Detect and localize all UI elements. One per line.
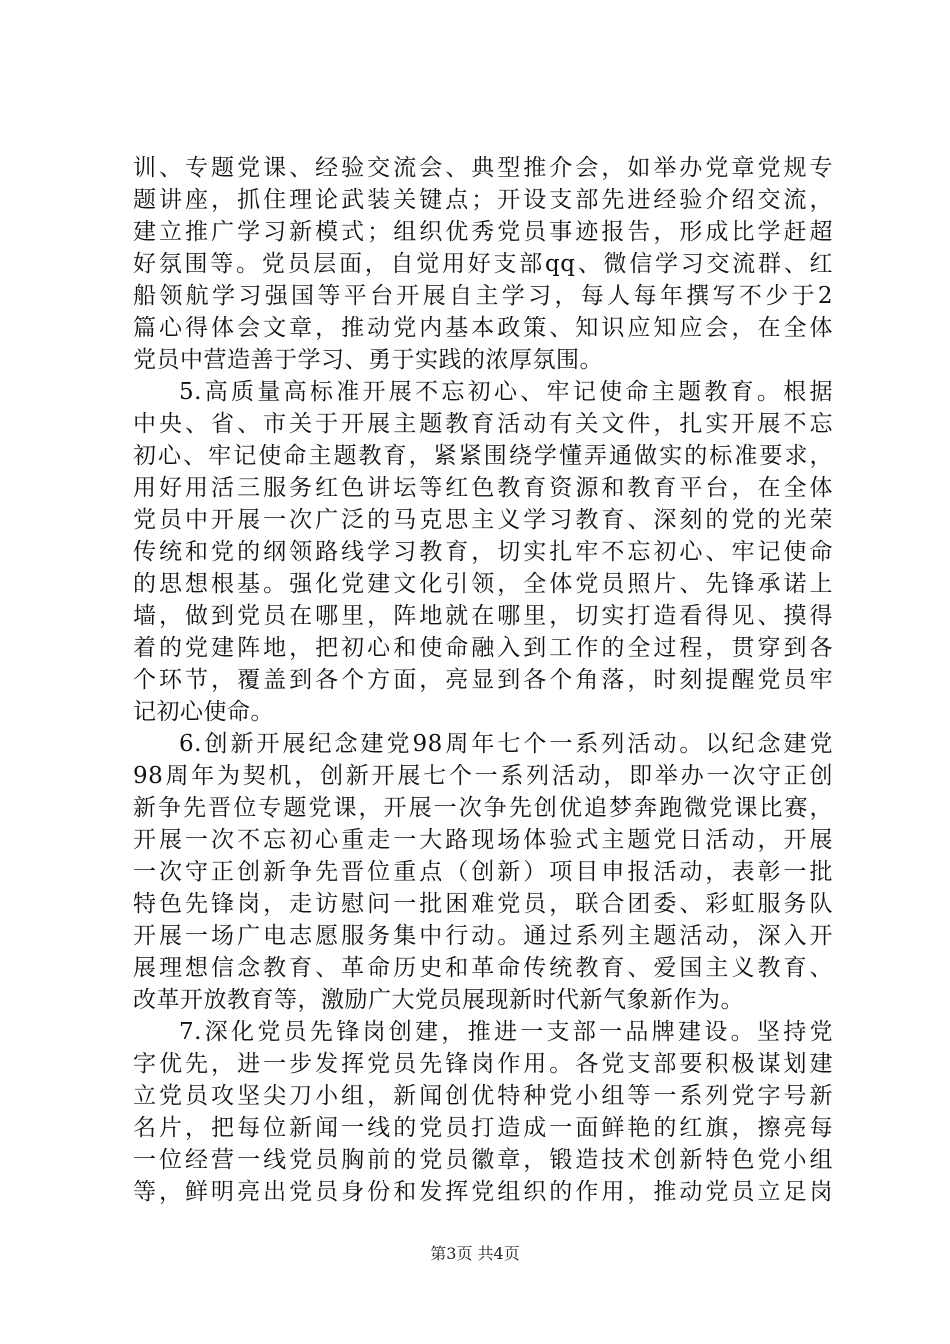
text-line: 开展一场广电志愿服务集中行动。通过系列主题活动，深入开 <box>133 923 833 949</box>
text-line: 字优先，进一步发挥党员先锋岗作用。各党支部要积极谋划建 <box>133 1051 833 1077</box>
document-body <box>133 152 833 1208</box>
text-line: 训、专题党课、经验交流会、典型推介会，如举办党章党规专 <box>133 155 833 181</box>
text-line: 传统和党的纲领路线学习教育，切实扎牢不忘初心、牢记使命 <box>133 539 833 565</box>
text-line: 5.高质量高标准开展不忘初心、牢记使命主题教育。根据 <box>179 379 833 405</box>
text-line: 用好用活三服务红色讲坛等红色教育资源和教育平台，在全体 <box>133 475 833 501</box>
text-line: 6.创新开展纪念建党98周年七个一系列活动。以纪念建党 <box>179 731 833 757</box>
text-line: 个环节，覆盖到各个方面，亮显到各个角落，时刻提醒党员牢 <box>133 667 833 693</box>
text-line: 的思想根基。强化党建文化引领，全体党员照片、先锋承诺上 <box>133 571 833 597</box>
text-line: 新争先晋位专题党课，开展一次争先创优追梦奔跑微党课比赛， <box>133 795 833 821</box>
text-line: 特色先锋岗，走访慰问一批困难党员，联合团委、彩虹服务队 <box>133 891 833 917</box>
text-line: 党员中营造善于学习、勇于实践的浓厚氛围。 <box>133 347 603 373</box>
text-line: 党员中开展一次广泛的马克思主义学习教育、深刻的党的光荣 <box>133 507 833 533</box>
page-footer: 第3页 共4页 <box>430 1244 520 1263</box>
text-line: 名片，把每位新闻一线的党员打造成一面鲜艳的红旗，擦亮每 <box>133 1115 833 1141</box>
text-line: 题讲座，抓住理论武装关键点；开设支部先进经验介绍交流， <box>133 187 833 213</box>
text-line: 改革开放教育等，激励广大党员展现新时代新气象新作为。 <box>133 987 744 1013</box>
text-line: 中央、省、市关于开展主题教育活动有关文件，扎实开展不忘 <box>133 411 833 437</box>
text-line: 一次守正创新争先晋位重点（创新）项目申报活动，表彰一批 <box>133 859 833 885</box>
text-line: 着的党建阵地，把初心和使命融入到工作的全过程，贯穿到各 <box>133 635 833 661</box>
text-line: 98周年为契机，创新开展七个一系列活动，即举办一次守正创 <box>133 763 833 789</box>
text-line: 建立推广学习新模式；组织优秀党员事迹报告，形成比学赶超 <box>133 219 833 245</box>
text-line: 初心、牢记使命主题教育，紧紧围绕学懂弄通做实的标准要求， <box>133 443 833 469</box>
text-line: 开展一次不忘初心重走一大路现场体验式主题党日活动，开展 <box>133 827 833 853</box>
text-line: 船领航学习强国等平台开展自主学习，每人每年撰写不少于2 <box>133 283 833 309</box>
text-line: 记初心使命。 <box>133 699 274 725</box>
text-line: 篇心得体会文章，推动党内基本政策、知识应知应会，在全体 <box>133 315 833 341</box>
text-line: 好氛围等。党员层面，自觉用好支部qq、微信学习交流群、红 <box>133 251 833 277</box>
text-line: 一位经营一线党员胸前的党员徽章，锻造技术创新特色党小组 <box>133 1147 833 1173</box>
text-line: 7.深化党员先锋岗创建，推进一支部一品牌建设。坚持党 <box>179 1019 833 1045</box>
text-line: 立党员攻坚尖刀小组，新闻创优特种党小组等一系列党字号新 <box>133 1083 833 1109</box>
text-line: 墙，做到党员在哪里，阵地就在哪里，切实打造看得见、摸得 <box>133 603 833 629</box>
text-line: 等，鲜明亮出党员身份和发挥党组织的作用，推动党员立足岗 <box>133 1179 833 1205</box>
text-line: 展理想信念教育、革命历史和革命传统教育、爱国主义教育、 <box>133 955 833 981</box>
